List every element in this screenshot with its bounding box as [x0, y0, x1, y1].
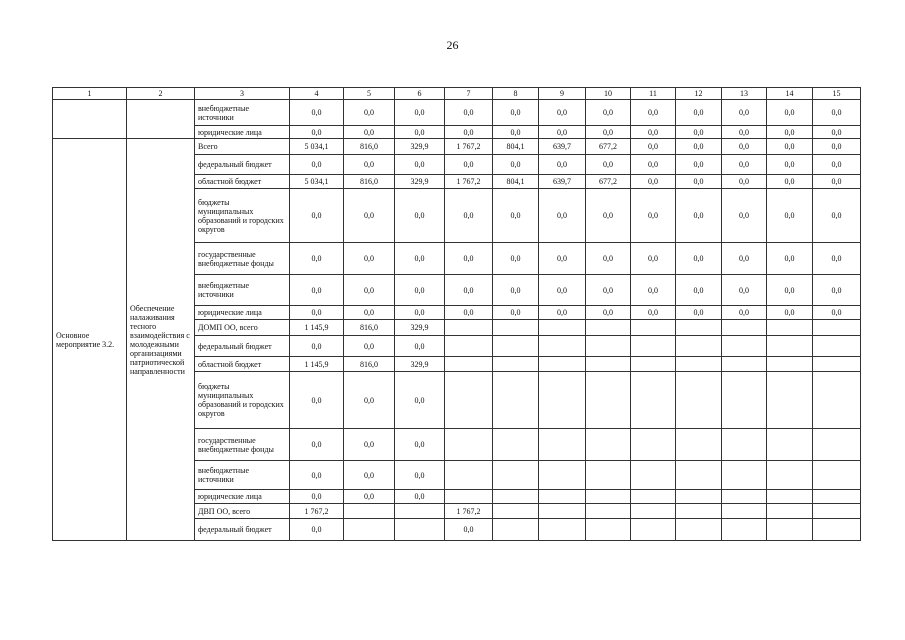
value-cell: 0,0	[290, 126, 344, 139]
value-cell: 0,0	[767, 275, 813, 306]
value-cell: 0,0	[631, 126, 676, 139]
value-cell	[676, 320, 722, 336]
value-cell: 0,0	[344, 372, 395, 429]
activity-cell: Основное мероприятие 3.2.	[53, 139, 127, 541]
value-cell	[767, 372, 813, 429]
value-cell	[813, 504, 861, 519]
funding-source-cell: бюджеты муниципальных образований и городских округов	[195, 189, 290, 243]
value-cell	[539, 490, 586, 504]
value-cell: 0,0	[539, 306, 586, 320]
value-cell	[676, 372, 722, 429]
value-cell	[631, 372, 676, 429]
value-cell	[445, 429, 493, 461]
value-cell: 0,0	[493, 243, 539, 275]
header-cell: 3	[195, 88, 290, 100]
value-cell: 639,7	[539, 175, 586, 189]
value-cell: 0,0	[586, 275, 631, 306]
value-cell	[631, 357, 676, 372]
value-cell: 0,0	[631, 243, 676, 275]
funding-source-cell: ДВП ОО, всего	[195, 504, 290, 519]
value-cell: 0,0	[813, 175, 861, 189]
value-cell	[767, 357, 813, 372]
value-cell	[395, 519, 445, 541]
value-cell: 0,0	[344, 336, 395, 357]
value-cell: 0,0	[722, 275, 767, 306]
value-cell: 0,0	[676, 189, 722, 243]
value-cell: 329,9	[395, 139, 445, 155]
value-cell	[767, 519, 813, 541]
value-cell	[722, 336, 767, 357]
header-cell: 10	[586, 88, 631, 100]
value-cell: 0,0	[493, 306, 539, 320]
value-cell: 0,0	[290, 490, 344, 504]
value-cell: 0,0	[395, 336, 445, 357]
header-cell: 13	[722, 88, 767, 100]
header-cell: 1	[53, 88, 127, 100]
value-cell	[586, 461, 631, 490]
value-cell	[767, 320, 813, 336]
value-cell: 0,0	[676, 306, 722, 320]
value-cell: 0,0	[493, 189, 539, 243]
value-cell	[539, 336, 586, 357]
value-cell: 0,0	[395, 189, 445, 243]
funding-source-cell: федеральный бюджет	[195, 336, 290, 357]
value-cell	[722, 429, 767, 461]
value-cell	[586, 336, 631, 357]
value-cell	[676, 357, 722, 372]
value-cell	[722, 461, 767, 490]
value-cell: 0,0	[344, 100, 395, 126]
value-cell: 0,0	[813, 100, 861, 126]
value-cell: 0,0	[631, 275, 676, 306]
value-cell: 0,0	[344, 155, 395, 175]
value-cell: 0,0	[290, 155, 344, 175]
header-cell: 11	[631, 88, 676, 100]
value-cell	[767, 490, 813, 504]
value-cell: 0,0	[344, 306, 395, 320]
value-cell: 0,0	[722, 243, 767, 275]
value-cell	[344, 519, 395, 541]
value-cell: 0,0	[767, 306, 813, 320]
funding-source-cell: областной бюджет	[195, 175, 290, 189]
value-cell: 0,0	[395, 155, 445, 175]
value-cell	[631, 490, 676, 504]
value-cell: 816,0	[344, 139, 395, 155]
value-cell: 804,1	[493, 175, 539, 189]
value-cell: 0,0	[722, 100, 767, 126]
value-cell	[539, 357, 586, 372]
value-cell	[539, 504, 586, 519]
value-cell: 639,7	[539, 139, 586, 155]
value-cell	[676, 490, 722, 504]
value-cell	[493, 320, 539, 336]
value-cell	[813, 490, 861, 504]
value-cell	[813, 336, 861, 357]
funding-source-cell: внебюджетные источники	[195, 461, 290, 490]
value-cell: 0,0	[813, 139, 861, 155]
value-cell: 0,0	[767, 189, 813, 243]
value-cell: 0,0	[767, 139, 813, 155]
header-row	[53, 88, 861, 100]
value-cell: 0,0	[813, 155, 861, 175]
value-cell: 677,2	[586, 175, 631, 189]
value-cell	[767, 504, 813, 519]
value-cell	[767, 336, 813, 357]
funding-source-cell: внебюджетные источники	[195, 275, 290, 306]
funding-source-cell: внебюджетные источники	[195, 100, 290, 126]
value-cell: 0,0	[631, 175, 676, 189]
value-cell	[722, 519, 767, 541]
value-cell	[813, 461, 861, 490]
header-cell: 14	[767, 88, 813, 100]
value-cell: 1 767,2	[445, 175, 493, 189]
table-row	[53, 100, 861, 126]
value-cell: 0,0	[586, 155, 631, 175]
header-cell: 5	[344, 88, 395, 100]
value-cell	[493, 357, 539, 372]
value-cell: 804,1	[493, 139, 539, 155]
value-cell: 0,0	[722, 175, 767, 189]
value-cell	[767, 461, 813, 490]
description-cell	[127, 100, 195, 139]
value-cell	[813, 519, 861, 541]
budget-table	[52, 87, 861, 541]
value-cell	[493, 461, 539, 490]
funding-source-cell: федеральный бюджет	[195, 519, 290, 541]
value-cell: 0,0	[767, 100, 813, 126]
value-cell	[722, 320, 767, 336]
value-cell	[631, 336, 676, 357]
value-cell: 0,0	[445, 275, 493, 306]
value-cell: 0,0	[631, 189, 676, 243]
funding-source-cell: бюджеты муниципальных образований и городских округов	[195, 372, 290, 429]
value-cell	[493, 519, 539, 541]
value-cell: 0,0	[767, 243, 813, 275]
value-cell	[767, 429, 813, 461]
value-cell: 0,0	[344, 126, 395, 139]
value-cell: 0,0	[676, 155, 722, 175]
value-cell: 329,9	[395, 320, 445, 336]
header-cell: 7	[445, 88, 493, 100]
value-cell	[539, 372, 586, 429]
value-cell	[586, 429, 631, 461]
value-cell	[813, 429, 861, 461]
value-cell: 0,0	[290, 243, 344, 275]
value-cell: 0,0	[631, 100, 676, 126]
value-cell	[722, 504, 767, 519]
value-cell: 0,0	[722, 139, 767, 155]
header-cell: 6	[395, 88, 445, 100]
value-cell: 0,0	[813, 189, 861, 243]
value-cell: 0,0	[395, 275, 445, 306]
value-cell: 0,0	[290, 336, 344, 357]
value-cell	[722, 490, 767, 504]
funding-source-cell: юридические лица	[195, 490, 290, 504]
value-cell	[813, 320, 861, 336]
value-cell: 1 767,2	[445, 504, 493, 519]
value-cell: 0,0	[445, 126, 493, 139]
value-cell	[445, 490, 493, 504]
value-cell: 0,0	[722, 189, 767, 243]
value-cell: 1 767,2	[445, 139, 493, 155]
value-cell	[586, 320, 631, 336]
description-cell: Обеспечение налаживания тесного взаимодействия с молодежными организациями патриотической направленности	[127, 139, 195, 541]
value-cell	[586, 519, 631, 541]
value-cell: 0,0	[767, 126, 813, 139]
value-cell: 0,0	[493, 275, 539, 306]
value-cell	[676, 429, 722, 461]
value-cell: 0,0	[445, 519, 493, 541]
value-cell	[813, 372, 861, 429]
value-cell: 816,0	[344, 175, 395, 189]
value-cell: 0,0	[493, 126, 539, 139]
value-cell: 0,0	[395, 372, 445, 429]
value-cell: 0,0	[395, 243, 445, 275]
value-cell: 5 034,1	[290, 139, 344, 155]
value-cell: 0,0	[395, 126, 445, 139]
value-cell: 0,0	[676, 243, 722, 275]
value-cell: 0,0	[445, 189, 493, 243]
value-cell	[676, 461, 722, 490]
value-cell	[813, 357, 861, 372]
value-cell: 0,0	[539, 100, 586, 126]
value-cell: 0,0	[631, 155, 676, 175]
value-cell	[445, 320, 493, 336]
funding-source-cell: юридические лица	[195, 306, 290, 320]
value-cell: 0,0	[344, 243, 395, 275]
value-cell: 0,0	[344, 189, 395, 243]
value-cell: 0,0	[631, 306, 676, 320]
value-cell: 0,0	[676, 139, 722, 155]
value-cell	[586, 504, 631, 519]
value-cell: 0,0	[290, 372, 344, 429]
value-cell	[539, 461, 586, 490]
value-cell	[539, 519, 586, 541]
value-cell: 0,0	[676, 100, 722, 126]
table-row	[53, 139, 861, 155]
value-cell: 0,0	[539, 189, 586, 243]
value-cell: 0,0	[290, 189, 344, 243]
value-cell	[631, 461, 676, 490]
value-cell	[676, 519, 722, 541]
value-cell: 0,0	[445, 155, 493, 175]
value-cell: 329,9	[395, 175, 445, 189]
funding-source-cell: государственные внебюджетные фонды	[195, 243, 290, 275]
value-cell: 0,0	[813, 306, 861, 320]
value-cell: 0,0	[586, 126, 631, 139]
value-cell	[493, 429, 539, 461]
value-cell: 0,0	[290, 429, 344, 461]
value-cell: 0,0	[813, 243, 861, 275]
funding-source-cell: областной бюджет	[195, 357, 290, 372]
value-cell: 0,0	[395, 100, 445, 126]
value-cell	[344, 504, 395, 519]
table-body	[53, 88, 861, 541]
value-cell	[676, 336, 722, 357]
page-number: 26	[446, 38, 459, 52]
value-cell: 0,0	[290, 306, 344, 320]
value-cell: 0,0	[344, 461, 395, 490]
activity-cell	[53, 100, 127, 139]
value-cell	[539, 429, 586, 461]
value-cell: 0,0	[290, 275, 344, 306]
value-cell: 0,0	[344, 275, 395, 306]
value-cell	[493, 490, 539, 504]
value-cell: 0,0	[813, 126, 861, 139]
value-cell: 0,0	[586, 100, 631, 126]
value-cell	[631, 429, 676, 461]
value-cell	[493, 336, 539, 357]
value-cell: 329,9	[395, 357, 445, 372]
value-cell: 0,0	[344, 490, 395, 504]
value-cell: 0,0	[631, 139, 676, 155]
value-cell: 0,0	[445, 243, 493, 275]
value-cell: 0,0	[813, 275, 861, 306]
value-cell: 0,0	[539, 126, 586, 139]
value-cell	[676, 504, 722, 519]
value-cell: 0,0	[586, 189, 631, 243]
header-cell: 12	[676, 88, 722, 100]
funding-source-cell: юридические лица	[195, 126, 290, 139]
value-cell	[631, 504, 676, 519]
value-cell: 0,0	[676, 275, 722, 306]
value-cell: 0,0	[722, 155, 767, 175]
value-cell: 5 034,1	[290, 175, 344, 189]
value-cell: 0,0	[290, 100, 344, 126]
value-cell	[445, 372, 493, 429]
funding-source-cell: ДОМП ОО, всего	[195, 320, 290, 336]
value-cell	[493, 504, 539, 519]
value-cell	[586, 490, 631, 504]
value-cell: 0,0	[767, 155, 813, 175]
value-cell	[722, 357, 767, 372]
value-cell	[586, 357, 631, 372]
value-cell	[586, 372, 631, 429]
value-cell	[722, 372, 767, 429]
value-cell	[395, 504, 445, 519]
value-cell: 0,0	[445, 306, 493, 320]
value-cell: 1 145,9	[290, 357, 344, 372]
value-cell: 0,0	[767, 175, 813, 189]
value-cell	[631, 320, 676, 336]
value-cell: 0,0	[290, 519, 344, 541]
value-cell: 816,0	[344, 357, 395, 372]
value-cell: 0,0	[344, 429, 395, 461]
value-cell: 0,0	[395, 490, 445, 504]
value-cell: 0,0	[290, 461, 344, 490]
value-cell: 0,0	[722, 306, 767, 320]
value-cell: 0,0	[539, 243, 586, 275]
header-cell: 4	[290, 88, 344, 100]
header-cell: 9	[539, 88, 586, 100]
funding-source-cell: Всего	[195, 139, 290, 155]
value-cell: 0,0	[722, 126, 767, 139]
value-cell: 0,0	[586, 243, 631, 275]
funding-source-cell: федеральный бюджет	[195, 155, 290, 175]
value-cell	[445, 461, 493, 490]
value-cell	[493, 372, 539, 429]
value-cell: 0,0	[493, 155, 539, 175]
value-cell: 0,0	[539, 155, 586, 175]
value-cell: 0,0	[445, 100, 493, 126]
header-cell: 2	[127, 88, 195, 100]
value-cell: 0,0	[676, 175, 722, 189]
value-cell: 0,0	[395, 461, 445, 490]
value-cell	[445, 357, 493, 372]
funding-source-cell: государственные внебюджетные фонды	[195, 429, 290, 461]
value-cell: 0,0	[539, 275, 586, 306]
header-cell: 15	[813, 88, 861, 100]
value-cell	[631, 519, 676, 541]
value-cell: 0,0	[493, 100, 539, 126]
value-cell: 0,0	[395, 306, 445, 320]
value-cell	[445, 336, 493, 357]
value-cell: 0,0	[395, 429, 445, 461]
value-cell	[539, 320, 586, 336]
header-cell: 8	[493, 88, 539, 100]
value-cell: 0,0	[586, 306, 631, 320]
value-cell: 1 145,9	[290, 320, 344, 336]
value-cell: 816,0	[344, 320, 395, 336]
value-cell: 0,0	[676, 126, 722, 139]
value-cell: 1 767,2	[290, 504, 344, 519]
value-cell: 677,2	[586, 139, 631, 155]
